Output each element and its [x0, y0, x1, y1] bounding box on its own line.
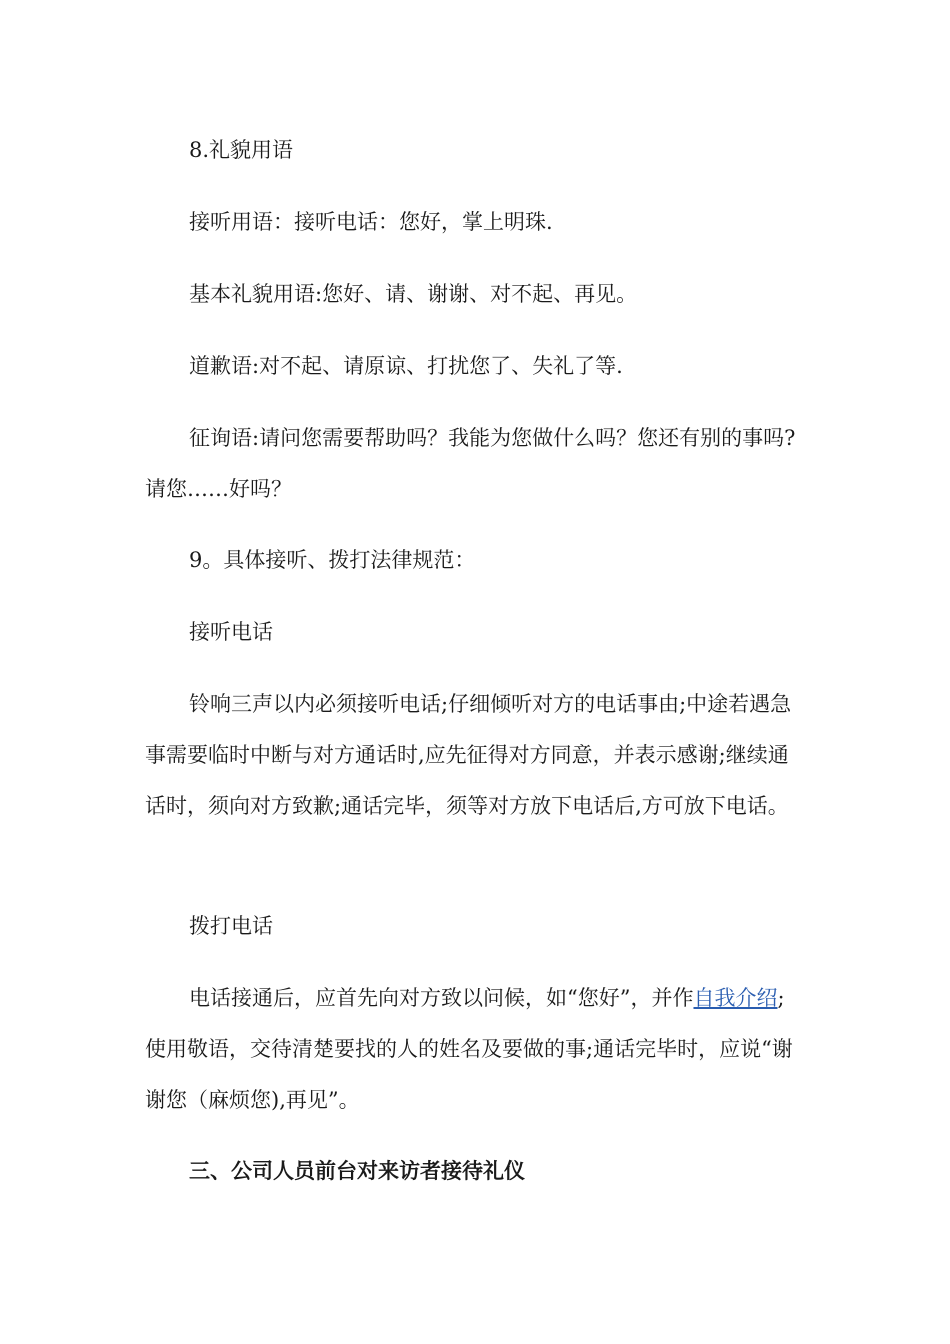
answer-phrases-paragraph: 接听用语：接听电话：您好，掌上明珠. — [189, 210, 553, 234]
basic-phrases-paragraph: 基本礼貌用语:您好、请、谢谢、对不起、再见。 — [189, 282, 638, 306]
section-9-title: 9。具体接听、拨打法律规范： — [189, 548, 476, 572]
inquiry-phrases-paragraph: 征询语:请问您需要帮助吗？我能为您做什么吗？您还有别的事吗?请您……好吗？ — [145, 426, 796, 501]
answer-call-heading: 接听电话 — [189, 620, 273, 644]
dial-call-heading: 拨打电话 — [189, 914, 273, 938]
dial-call-text-after: ;使用敬语，交待清楚要找的人的姓名及要做的事;通话完毕时，应说“谢谢您（麻烦您),再见”。 — [145, 986, 793, 1112]
dial-call-text-before: 电话接通后，应首先向对方致以问候，如“您好”，并作 — [189, 986, 694, 1010]
answer-call-paragraph: 铃响三声以内必须接听电话;仔细倾听对方的电话事由;中途若遇急事需要临时中断与对方通话时,应先征得对方同意，并表示感谢;继续通话时，须向对方致歉;通话完毕，须等对方放下电话后,方可放下电话。 — [145, 692, 792, 818]
section-8-title: 8.礼貌用语 — [189, 138, 294, 162]
section-3-heading: 三、公司人员前台对来访者接待礼仪 — [189, 1158, 525, 1183]
apology-phrases-paragraph: 道歉语:对不起、请原谅、打扰您了、失礼了等. — [189, 354, 623, 378]
dial-call-paragraph — [145, 973, 805, 1126]
self-introduction-link[interactable]: 自我介绍 — [693, 986, 778, 1010]
